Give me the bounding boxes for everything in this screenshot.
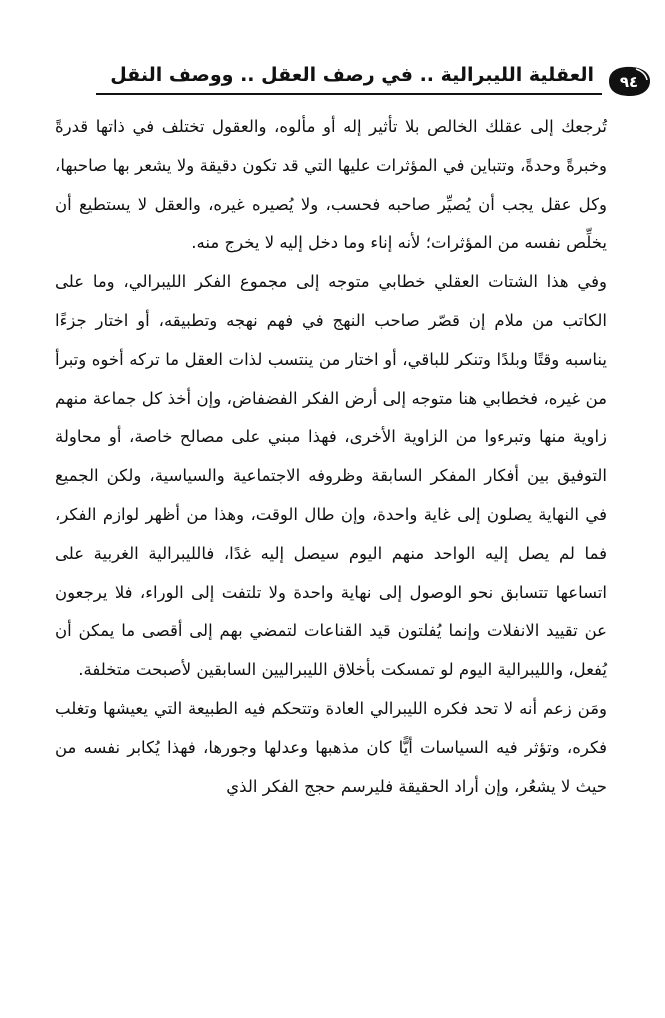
page-number: ٩٤ bbox=[619, 73, 639, 91]
page-header bbox=[92, 60, 652, 104]
header-divider bbox=[96, 93, 602, 95]
running-title: العقلية الليبرالية .. في رصف العقل .. ووصف النقل bbox=[110, 64, 594, 86]
paragraph-2: وفي هذا الشتات العقلي خطابي متوجه إلى مجموع الفكر الليبرالي، وما على الكاتب من ملام إن قصّر صاحب النهج في فهم نهجه وتطبيقه، أو اختار جزءًا يناسبه وقتًا وبلدًا وتنكر للباقي، أو اختار من ينتسب لذات العقل ما تركه أخوه وتبرأ من غيره، فخطابي هنا متوجه إلى أرض الفكر الفضفاض، وإن أخذ كل جماعة منهم زاوية منها وتبرءوا من الزاوية الأخرى، فهذا مبني على مصالح خاصة، أو محاولة التوفيق بين أفكار المفكر السابقة وظروفه الاجتماعية والسياسية، ولكن الجميع في النهاية يصلون إلى غاية واحدة، وإن طال الوقت، وهذا من أظهر لوازم الفكر، فما لم يصل إليه الواحد منهم اليوم سيصل إليه غدًا، فالليبرالية الغربية على اتساعها تتسابق نحو الوصول إلى نهاية واحدة ولا تلتفت إلى الوراء، فلا يرجعون عن تقييد الانفلات وإنما يُفلتون قيد القناعات لتمضي بهم إلى أقصى ما يمكن أن يُفعل، والليبرالية اليوم لو تمسكت بأخلاق الليبراليين السابقين لأصبحت متخلفة. bbox=[55, 272, 607, 680]
paragraph-3: ومَن زعم أنه لا تحد فكره الليبرالي العادة وتتحكم فيه الطبيعة التي يعيشها وتغلب فكره، وتؤثر فيه السياسات أيًّا كان مذهبها وعدلها وجورها، فهذا يُكابر نفسه من حيث لا يشعُر، وإن أراد الحقيقة فليرسم حجج الفكر الذي bbox=[55, 698, 607, 796]
paragraph-1: تُرجعك إلى عقلك الخالص بلا تأثير إله أو مألوه، والعقول تختلف في ذاتها قدرةً وخبرةً وحدةً، وتتباين في المؤثرات عليها التي قد تكون دقيقة ولا يشعر بها صاحبها، وكل عقل يجب أن يُصيِّر صاحبه فحسب، ولا يُصيره غيره، والعقل لا يستطيع أن يخلِّص نفسه من المؤثرات؛ لأنه إناء وما دخل إليه لا يخرج منه. bbox=[55, 117, 607, 253]
body-text bbox=[55, 108, 607, 806]
page-number-badge bbox=[606, 64, 652, 98]
